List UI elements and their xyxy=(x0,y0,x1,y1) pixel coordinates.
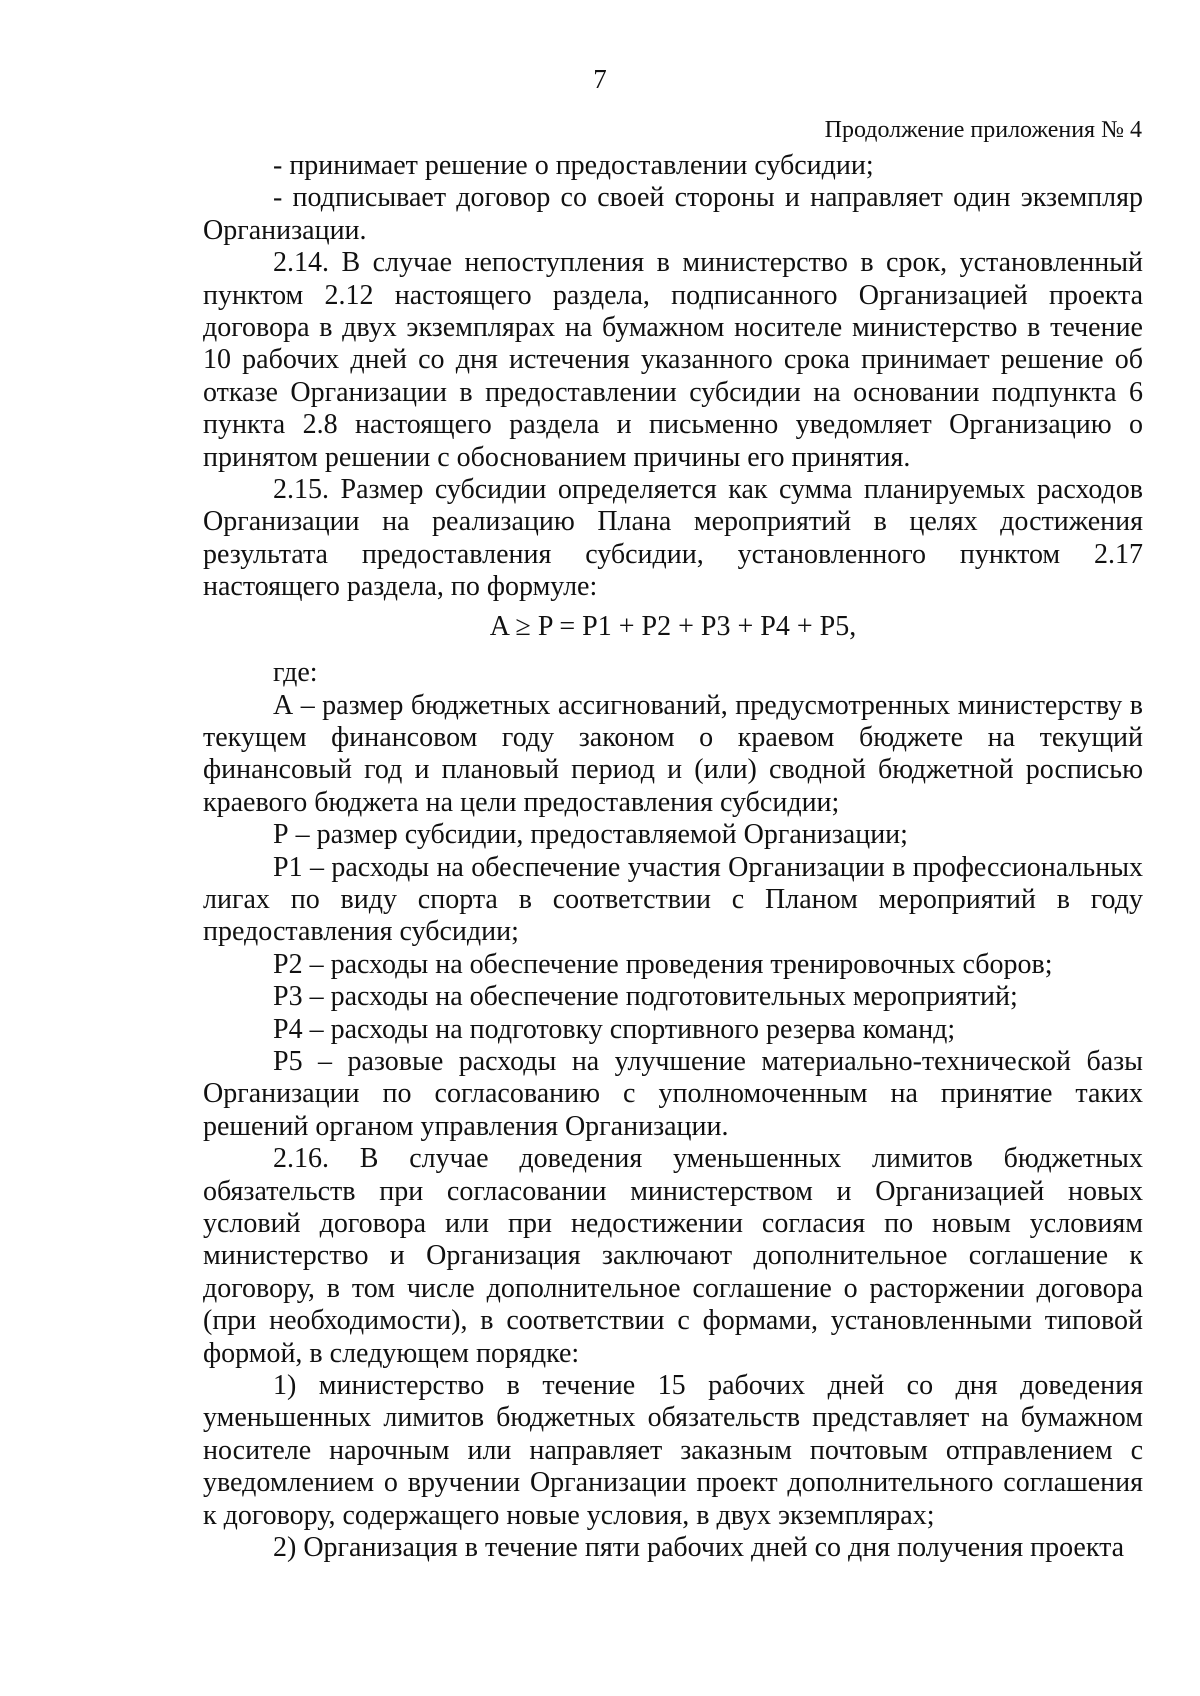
paragraph-2-15: 2.15. Размер субсидии определяется как сумма планируемых расходов Организации на реализацию Плана мероприятий в целях достижения результата предоставления субсидии, установленного пунктом 2.17 настоящего раздела, по формуле: xyxy=(203,474,1143,603)
paragraph-2-16: 2.16. В случае доведения уменьшенных лимитов бюджетных обязательств при согласовании министерством и Организацией новых условий договора или при недостижении согласия по новым условиям министерство и Организация заключают дополнительное соглашение к договору, в том числе дополнительное соглашение о расторжении договора (при необходимости), в соответствии с формами, установленными типовой формой, в следующем порядке: xyxy=(203,1143,1143,1369)
formula: A ≥ P = P1 + P2 + P3 + P4 + P5, xyxy=(489,610,857,642)
paragraph-2-14: 2.14. В случае непоступления в министерство в срок, установленный пунктом 2.12 настоящего раздела, подписанного Организацией проекта договора в двух экземплярах на бумажном носителе министерство в течение 10 рабочих дней со дня истечения указанного срока принимает решение об отказе Организации в предоставлении субсидии на основании подпункта 6 пункта 2.8 настоящего раздела и письменно уведомляет Организацию о принятом решении с обоснованием причины его принятия. xyxy=(203,247,1143,473)
definition-p5: Р5 – разовые расходы на улучшение материально-технической базы Организации по согласованию с уполномоченным на принятие таких решений органом управления Организации. xyxy=(203,1045,1143,1142)
definition-a: А – размер бюджетных ассигнований, предусмотренных министерству в текущем финансовом году законом о краевом бюджете на текущий финансовый год и плановый период и (или) сводной бюджетной росписью краевого бюджета на цели предоставления субсидии; xyxy=(203,689,1143,818)
paragraph-decision: - принимает решение о предоставлении субсидии; xyxy=(273,150,874,181)
list-item-2: 2) Организация в течение пяти рабочих дней со дня получения проекта xyxy=(273,1532,1125,1564)
definition-p3: Р3 – расходы на обеспечение подготовительных мероприятий; xyxy=(273,981,1018,1013)
paragraph-where: где: xyxy=(273,657,318,689)
definition-p2: Р2 – расходы на обеспечение проведения тренировочных сборов; xyxy=(273,948,1053,980)
definition-p1: Р1 – расходы на обеспечение участия Организации в профессиональных лигах по виду спорта в соответствии с Планом мероприятий в году предоставления субсидии; xyxy=(203,851,1143,948)
paragraph-sign-contract: - подписывает договор со своей стороны и направляет один экземпляр Организации. xyxy=(203,182,1143,246)
page-number: 7 xyxy=(593,64,607,94)
list-item-1: 1) министерство в течение 15 рабочих дней со дня доведения уменьшенных лимитов бюджетных обязательств представляет на бумажном носителе нарочным или направляет заказным почтовым отправлением с уведомлением о вручении Организации проект дополнительного соглашения к договору, содержащего новые условия, в двух экземплярах; xyxy=(203,1370,1143,1531)
appendix-header: Продолжение приложения № 4 xyxy=(824,117,1142,143)
definition-p4: Р4 – расходы на подготовку спортивного резерва команд; xyxy=(273,1013,956,1045)
document-body xyxy=(203,150,1143,1564)
definition-p: Р – размер субсидии, предоставляемой Организации; xyxy=(273,819,908,851)
